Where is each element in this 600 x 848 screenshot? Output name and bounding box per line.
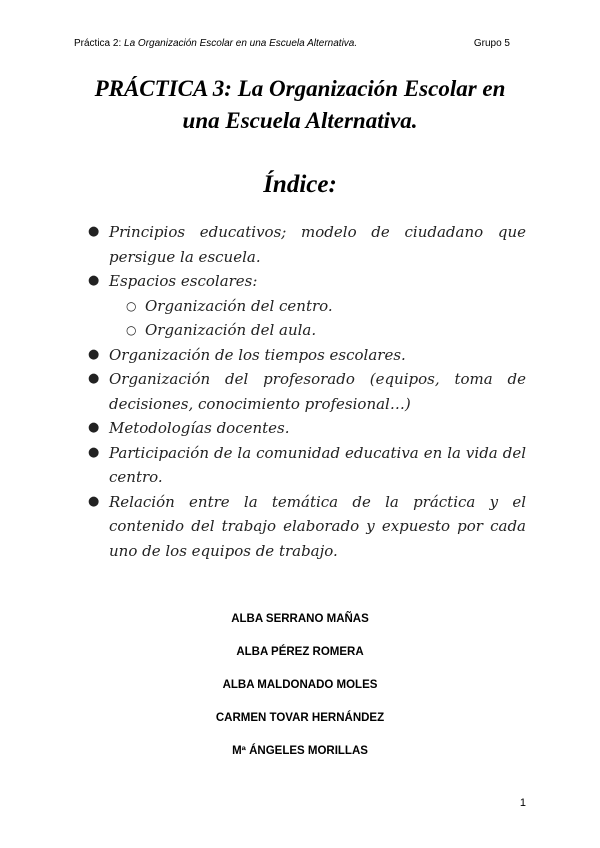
- author-name: ALBA MALDONADO MOLES: [222, 679, 378, 691]
- author-name: ALBA PÉREZ ROMERA: [236, 646, 364, 658]
- header-prefix: Práctica 2:: [74, 38, 125, 49]
- bullet-icon: ●: [88, 346, 100, 362]
- toc-item-text: Metodologías docentes.: [109, 419, 290, 437]
- index-heading: Índice:: [263, 171, 337, 198]
- toc-subitem-text: Organización del centro.: [145, 296, 333, 315]
- toc-item: [88, 367, 526, 416]
- authors-list: [0, 608, 600, 773]
- toc-item: [88, 416, 526, 441]
- toc-item-text: Organización de los tiempos escolares.: [109, 345, 406, 364]
- toc-item: [88, 490, 526, 564]
- toc-item: [88, 441, 526, 490]
- document-title: [60, 73, 540, 137]
- bullet-icon: ●: [88, 420, 100, 435]
- toc-item-text: Organización del profesorado (equipos, toma de decisiones, conocimiento profesional…): [109, 370, 526, 413]
- toc-subitem-text: Organización del aula.: [145, 321, 317, 339]
- toc-item-text: Relación entre la temática de la práctica y el contenido del trabajo elaborado y expuesto por cada uno de los equipos de trabajo.: [109, 492, 526, 560]
- toc-subitem: [88, 294, 526, 319]
- hollow-bullet-icon: ○: [126, 298, 137, 313]
- toc-item: [88, 220, 526, 269]
- hollow-bullet-icon: ○: [126, 323, 137, 337]
- bullet-icon: ●: [88, 224, 100, 239]
- bullet-icon: ●: [88, 273, 100, 288]
- author-name: CARMEN TOVAR HERNÁNDEZ: [215, 712, 385, 724]
- bullet-icon: ●: [88, 444, 100, 460]
- toc-subitem: [88, 318, 526, 343]
- toc-item-text: Participación de la comunidad educativa en la vida del centro.: [109, 443, 526, 486]
- header-group-label: Grupo 5: [473, 38, 510, 49]
- toc-item: [88, 269, 526, 294]
- table-of-contents: [88, 220, 526, 563]
- author-name: Mª ÁNGELES MORILLAS: [232, 745, 368, 757]
- bullet-icon: ●: [88, 371, 100, 386]
- author-name: ALBA SERRANO MAÑAS: [231, 613, 369, 625]
- bullet-icon: ●: [88, 493, 100, 509]
- title-line-2: una Escuela Alternativa.: [182, 108, 418, 133]
- toc-item-text: Espacios escolares:: [109, 272, 258, 290]
- page-number: 1: [519, 797, 526, 809]
- toc-item: [88, 343, 526, 368]
- header-document-title: [74, 38, 357, 49]
- header-subtitle: La Organización Escolar en una Escuela Alternativa.: [124, 38, 358, 49]
- toc-item-text: Principios educativos; modelo de ciudadano que persigue la escuela.: [109, 223, 526, 266]
- title-line-1: PRÁCTICA 3: La Organización Escolar en: [94, 76, 506, 101]
